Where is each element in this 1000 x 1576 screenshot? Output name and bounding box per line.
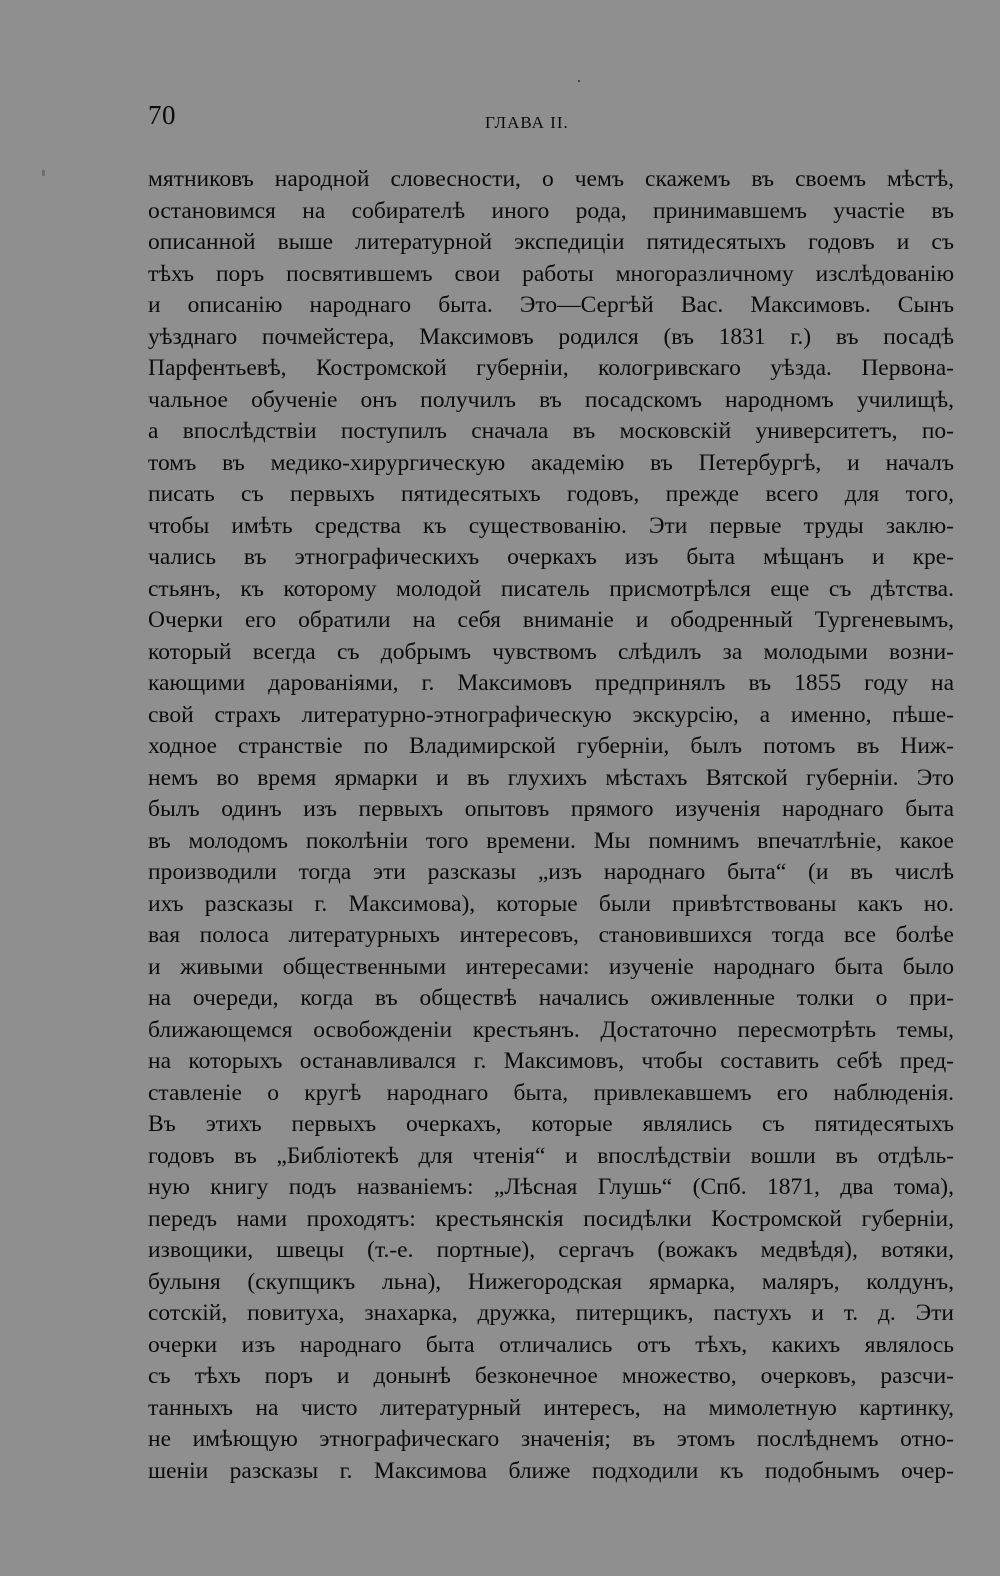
- text-line: чтобы имѣть средства къ существованію. Эти первые труды заклю-: [148, 512, 954, 539]
- text-line: Очерки его обратили на себя вниманіе и ободренный Тургеневымъ,: [148, 607, 954, 633]
- text-line: мятниковъ народной словесности, о чемъ скажемъ въ своемъ мѣстѣ,: [148, 166, 954, 192]
- text-line: который всегда съ добрымъ чувствомъ слѣдилъ за молодыми возни-: [148, 638, 954, 665]
- page-number: 70: [148, 100, 176, 130]
- text-line: ходное странствіе по Владимирской губерніи, былъ потомъ въ Ниж-: [148, 733, 954, 759]
- print-speck: [578, 80, 580, 82]
- text-line: тѣхъ поръ посвятившемъ свои работы многоразличному изслѣдованію: [148, 260, 954, 287]
- text-line: остановимся на собирателѣ иного рода, принимавшемъ участіе въ: [148, 197, 954, 224]
- text-line: стьянъ, къ которому молодой писатель присмотрѣлся еще съ дѣтства.: [148, 575, 954, 602]
- text-line: булыня (скупщикъ льна), Нижегородская ярмарка, маляръ, колдунъ,: [148, 1268, 954, 1295]
- running-head: ГЛАВА II.: [485, 113, 569, 132]
- text-line: съ тѣхъ поръ и донынѣ безконечное множество, очерковъ, разсчи-: [148, 1363, 954, 1389]
- text-line: вая полоса литературныхъ интересовъ, становившихся тогда все болѣе: [148, 922, 954, 948]
- text-line: на очереди, когда въ обществѣ начались оживленные толки о при-: [148, 985, 954, 1011]
- body-text: [148, 164, 954, 1487]
- text-line: былъ одинъ изъ первыхъ опытовъ прямого изученія народнаго быта: [148, 796, 954, 822]
- text-line: шеніи разсказы г. Максимова ближе подходили къ подобнымъ очер-: [148, 1457, 954, 1484]
- text-line: и живыми общественными интересами: изученіе народнаго быта было: [148, 953, 954, 980]
- text-line: ихъ разсказы г. Максимова), которые были привѣтствованы какъ но.: [148, 890, 954, 917]
- text-line: въ молодомъ поколѣніи того времени. Мы помнимъ впечатлѣніе, какое: [148, 827, 954, 854]
- print-speck: [42, 170, 45, 176]
- text-line: описанной выше литературной экспедиціи пятидесятыхъ годовъ и съ: [148, 229, 954, 255]
- text-line: писать съ первыхъ пятидесятыхъ годовъ, прежде всего для того,: [148, 481, 954, 507]
- text-line: танныхъ на чисто литературный интересъ, на мимолетную картинку,: [148, 1394, 954, 1421]
- text-line: ставленіе о кругѣ народнаго быта, привлекавшемъ его наблюденія.: [148, 1079, 954, 1106]
- text-line: томъ въ медико-хирургическую академію въ Петербургѣ, и началъ: [148, 449, 954, 476]
- text-line: чались въ этнографическихъ очеркахъ изъ быта мѣщанъ и кре-: [148, 544, 954, 570]
- text-line: и описанію народнаго быта. Это—Сергѣй Вас. Максимовъ. Сынъ: [148, 292, 954, 318]
- text-line: очерки изъ народнаго быта отличались отъ тѣхъ, какихъ являлось: [148, 1331, 954, 1358]
- text-line: производили тогда эти разсказы „изъ народнаго быта“ (и въ числѣ: [148, 859, 954, 885]
- text-line: чальное обученіе онъ получилъ въ посадскомъ народномъ училищѣ,: [148, 386, 954, 413]
- text-line: а впослѣдствіи поступилъ сначала въ московскій университетъ, по-: [148, 418, 954, 444]
- text-line: годовъ въ „Библіотекѣ для чтенія“ и впослѣдствіи вошли въ отдѣль-: [148, 1142, 954, 1169]
- text-line: Въ этихъ первыхъ очеркахъ, которые являлись съ пятидесятыхъ: [148, 1111, 954, 1137]
- text-line: ближающемся освобожденіи крестьянъ. Достаточно пересмотрѣть темы,: [148, 1016, 954, 1043]
- text-line: передъ нами проходятъ: крестьянскія посидѣлки Костромской губерніи,: [148, 1205, 954, 1232]
- text-line: ную книгу подъ названіемъ: „Лѣсная Глушь“ (Спб. 1871, два тома),: [148, 1174, 954, 1200]
- text-line: сотскій, повитуха, знахарка, дружка, питерщикъ, пастухъ и т. д. Эти: [148, 1300, 954, 1326]
- text-line: Парфентьевѣ, Костромской губерніи, кологривскаго уѣзда. Первона-: [148, 355, 954, 381]
- text-line: извощики, швецы (т.-е. портные), сергачъ (вожакъ медвѣдя), вотяки,: [148, 1237, 954, 1263]
- text-line: не имѣющую этнографическаго значенія; въ этомъ послѣднемъ отно-: [148, 1426, 954, 1452]
- text-line: уѣзднаго почмейстера, Максимовъ родился (въ 1831 г.) въ посадѣ: [148, 323, 954, 350]
- text-line: свой страхъ литературно-этнографическую экскурсію, а именно, пѣше-: [148, 701, 954, 728]
- text-line: на которыхъ останавливался г. Максимовъ, чтобы составить себѣ пред-: [148, 1048, 954, 1074]
- text-line: немъ во время ярмарки и въ глухихъ мѣстахъ Вятской губерніи. Это: [148, 764, 954, 791]
- text-line: кающими дарованіями, г. Максимовъ предпринялъ въ 1855 году на: [148, 670, 954, 696]
